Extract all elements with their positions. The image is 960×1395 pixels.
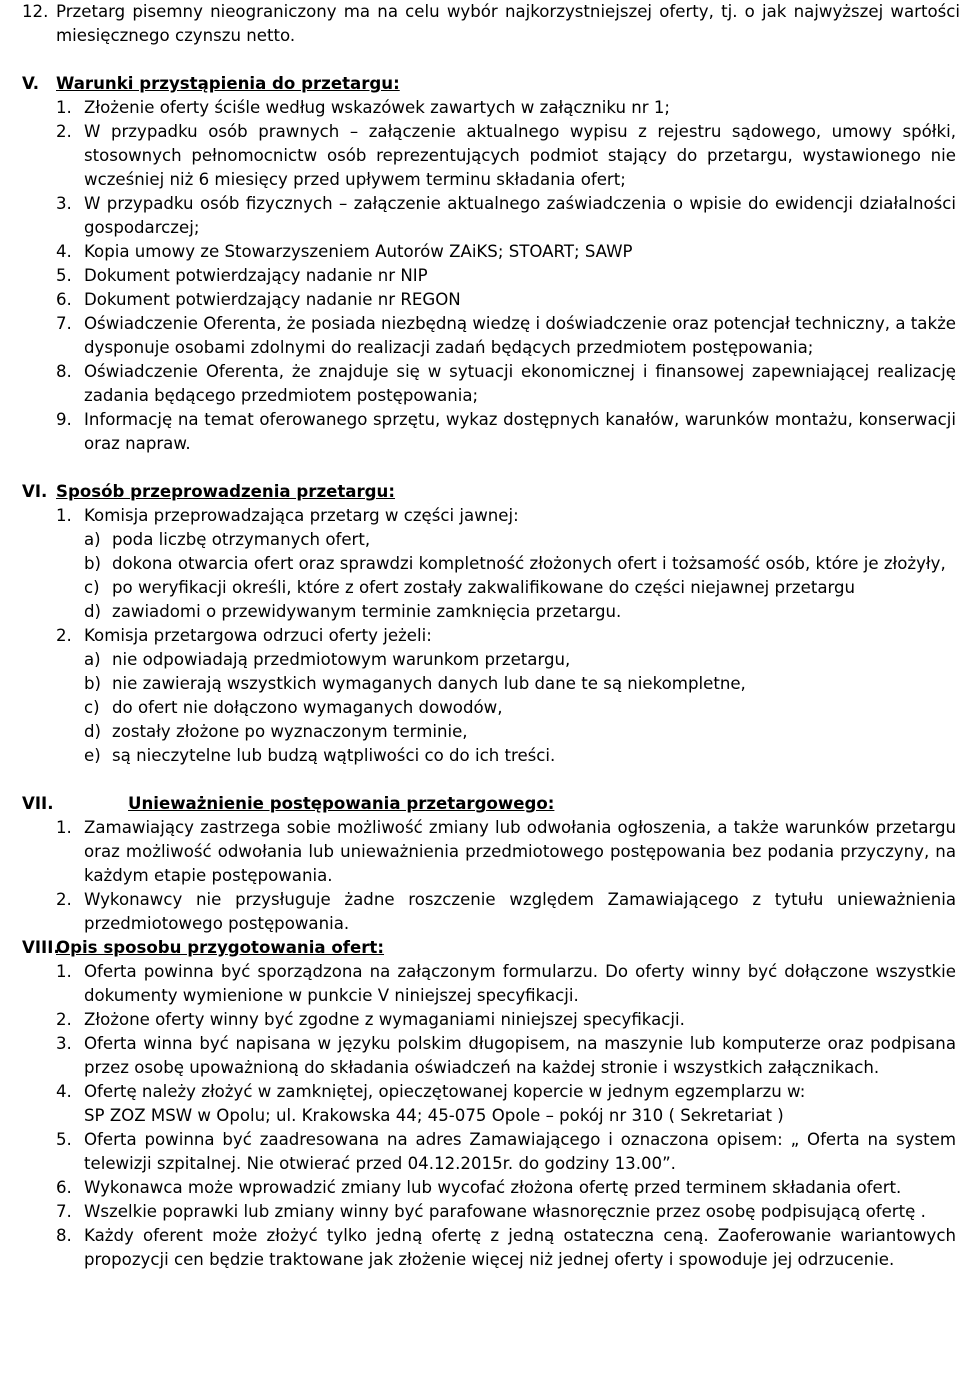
list-item — [0, 816, 960, 888]
item-text: Kopia umowy ze Stowarzyszeniem Autorów ZAiKS; STOART; SAWP — [84, 242, 633, 261]
item-text: Złożenie oferty ściśle według wskazówek zawartych w załączniku nr 1; — [84, 98, 670, 117]
item-text: W przypadku osób fizycznych – załączenie aktualnego zaświadczenia o wpisie do ewidencji działalności gospodarczej; — [84, 194, 956, 237]
subitem-text: do ofert nie dołączono wymaganych dowodów, — [112, 698, 503, 717]
item-text: Oferta powinna być zaadresowana na adres Zamawiającego i oznaczona opisem: „ Oferta na system telewizji szpitalnej. Nie otwierać przed 04.12.2015r. do godziny 13.00”. — [84, 1130, 956, 1173]
sections — [0, 48, 960, 1272]
item-text: Oświadczenie Oferenta, że posiada niezbędną wiedzę i doświadczenie oraz potencjał techniczny, a także dysponuje osobami zdolnymi do realizacji zadań będących przedmiotem postępowania; — [84, 314, 956, 357]
item-number: 3. — [56, 194, 72, 213]
subitem-text: po weryfikacji określi, które z ofert zostały zakwalifikowane do części niejawnej przetargu — [112, 578, 856, 597]
item-number: 2. — [56, 626, 72, 645]
item-text: Ofertę należy złożyć w zamkniętej, opieczętowanej kopercie w jednym egzemplarzu w: — [84, 1082, 806, 1101]
item-text: Dokument potwierdzający nadanie nr REGON — [84, 290, 461, 309]
item-text: Komisja przetargowa odrzuci oferty jeżeli: — [84, 626, 432, 645]
section-number: V. — [22, 74, 40, 93]
list-item — [0, 288, 960, 312]
list-item — [0, 888, 960, 936]
item-number: 9. — [56, 410, 72, 429]
item-number: 5. — [56, 1130, 72, 1149]
item-number: 12. — [22, 2, 49, 21]
subitem-letter: c) — [84, 578, 100, 597]
item-number: 2. — [56, 1010, 72, 1029]
subitem-letter: d) — [84, 722, 102, 741]
item-text: Wykonawca może wprowadzić zmiany lub wycofać złożona ofertę przed terminem składania ofert. — [84, 1178, 902, 1197]
item-number: 4. — [56, 242, 72, 261]
item-text: Przetarg pisemny nieograniczony ma na celu wybór najkorzystniejszej oferty, tj. o jak najwyższej wartości miesięcznego czynszu netto. — [56, 2, 960, 45]
subitem-text: poda liczbę otrzymanych ofert, — [112, 530, 371, 549]
subitem-letter: b) — [84, 674, 102, 693]
item-number: 6. — [56, 1178, 72, 1197]
list-item — [0, 408, 960, 456]
subitem-letter: a) — [84, 650, 101, 669]
list-item — [0, 1008, 960, 1032]
item-number: 1. — [56, 98, 72, 117]
list-item — [0, 264, 960, 288]
item-text: Zamawiający zastrzega sobie możliwość zmiany lub odwołania ogłoszenia, a także warunków przetargu oraz możliwość odwołania lub unieważnienia przedmiotowego postępowania bez podania przyczyny, na każdym etapie postępowania. — [84, 818, 956, 885]
list-item — [0, 1080, 960, 1128]
list-item — [0, 1200, 960, 1224]
list-subitem — [0, 576, 960, 600]
section-number: VII. — [22, 794, 54, 813]
list-item — [0, 504, 960, 528]
list-subitem — [0, 648, 960, 672]
section-heading — [0, 72, 960, 96]
item-text: Każdy oferent może złożyć tylko jedną ofertę z jedną ostateczna ceną. Zaoferowanie wariantowych propozycji cen będzie traktowane jak złożenie więcej niż jednej oferty i spowoduje jej odrzucenie. — [84, 1226, 956, 1269]
item-text: Złożone oferty winny być zgodne z wymaganiami niniejszej specyfikacji. — [84, 1010, 685, 1029]
list-item — [0, 1128, 960, 1176]
list-item — [0, 360, 960, 408]
section-heading — [0, 936, 960, 960]
section-title: Warunki przystąpienia do przetargu: — [56, 74, 400, 93]
item-text: W przypadku osób prawnych – załączenie aktualnego wypisu z rejestru sądowego, umowy spółki, stosownych pełnomocnictw osób reprezentujących podmiot stający do przetargu, wystawionego nie wcześniej niż 6 miesięcy przed upływem terminu składania ofert; — [84, 122, 956, 189]
subitem-text: nie zawierają wszystkich wymaganych danych lub dane te są niekompletne, — [112, 674, 746, 693]
subitem-letter: b) — [84, 554, 102, 573]
section-number: VIII. — [22, 938, 60, 957]
section-number: VI. — [22, 482, 48, 501]
item-text: Oświadczenie Oferenta, że znajduje się w sytuacji ekonomicznej i finansowej zapewniającej realizację zadania będącego przedmiotem postępowania; — [84, 362, 956, 405]
item-number: 8. — [56, 362, 72, 381]
item-text: Wykonawcy nie przysługuje żadne roszczenie względem Zamawiającego z tytułu unieważnienia przedmiotowego postępowania. — [84, 890, 956, 933]
item-text: Dokument potwierdzający nadanie nr NIP — [84, 266, 428, 285]
list-item — [0, 960, 960, 1008]
list-subitem — [0, 672, 960, 696]
item-number: 3. — [56, 1034, 72, 1053]
item-text: Wszelkie poprawki lub zmiany winny być parafowane własnoręcznie przez osobę podpisującą ofertę . — [84, 1202, 926, 1221]
list-item — [0, 624, 960, 648]
list-subitem — [0, 528, 960, 552]
list-subitem — [0, 696, 960, 720]
subitem-text: zostały złożone po wyznaczonym terminie, — [112, 722, 468, 741]
item-number: 4. — [56, 1082, 72, 1101]
list-item — [0, 120, 960, 192]
item-number: 7. — [56, 314, 72, 333]
list-item — [0, 1176, 960, 1200]
list-item — [0, 96, 960, 120]
list-item — [0, 1032, 960, 1080]
subitem-letter: c) — [84, 698, 100, 717]
list-item — [0, 1224, 960, 1272]
item-number: 2. — [56, 890, 72, 909]
item-number: 1. — [56, 506, 72, 525]
item-number: 2. — [56, 122, 72, 141]
list-subitem — [0, 744, 960, 768]
item-number: 7. — [56, 1202, 72, 1221]
item-text: Informację na temat oferowanego sprzętu, wykaz dostępnych kanałów, warunków montażu, konserwacji oraz napraw. — [84, 410, 956, 453]
item-number: 1. — [56, 962, 72, 981]
list-subitem — [0, 720, 960, 744]
section-heading — [0, 480, 960, 504]
item-number: 6. — [56, 290, 72, 309]
subitem-letter: a) — [84, 530, 101, 549]
subitem-text: nie odpowiadają przedmiotowym warunkom przetargu, — [112, 650, 571, 669]
list-item — [0, 192, 960, 240]
list-item — [0, 0, 960, 48]
item-number: 8. — [56, 1226, 72, 1245]
item-text: Oferta winna być napisana w języku polskim długopisem, na maszynie lub komputerze oraz podpisana przez osobę upoważnioną do składania oświadczeń na każdej stronie i wszystkich załącznikach. — [84, 1034, 956, 1077]
section-title: Unieważnienie postępowania przetargowego: — [128, 794, 555, 813]
section-title: Sposób przeprowadzenia przetargu: — [56, 482, 396, 501]
list-subitem — [0, 600, 960, 624]
subitem-text: dokona otwarcia ofert oraz sprawdzi kompletność złożonych ofert i tożsamość osób, które je złożyły, — [112, 554, 946, 573]
item-text: Komisja przeprowadzająca przetarg w części jawnej: — [84, 506, 519, 525]
subitem-letter: e) — [84, 746, 101, 765]
section-title: Opis sposobu przygotowania ofert: — [56, 938, 385, 957]
list-item — [0, 312, 960, 360]
subitem-text: zawiadomi o przewidywanym terminie zamknięcia przetargu. — [112, 602, 622, 621]
subitem-letter: d) — [84, 602, 102, 621]
section-heading — [0, 792, 960, 816]
subitem-text: są nieczytelne lub budzą wątpliwości co do ich treści. — [112, 746, 556, 765]
list-item — [0, 240, 960, 264]
item-number: 1. — [56, 818, 72, 837]
item-text: Oferta powinna być sporządzona na załączonym formularzu. Do oferty winny być dołączone wszystkie dokumenty wymienione w punkcie V niniejszej specyfikacji. — [84, 962, 956, 1005]
list-subitem — [0, 552, 960, 576]
item-number: 5. — [56, 266, 72, 285]
item-address: SP ZOZ MSW w Opolu; ul. Krakowska 44; 45-075 Opole – pokój nr 310 ( Sekretariat ) — [84, 1106, 784, 1125]
